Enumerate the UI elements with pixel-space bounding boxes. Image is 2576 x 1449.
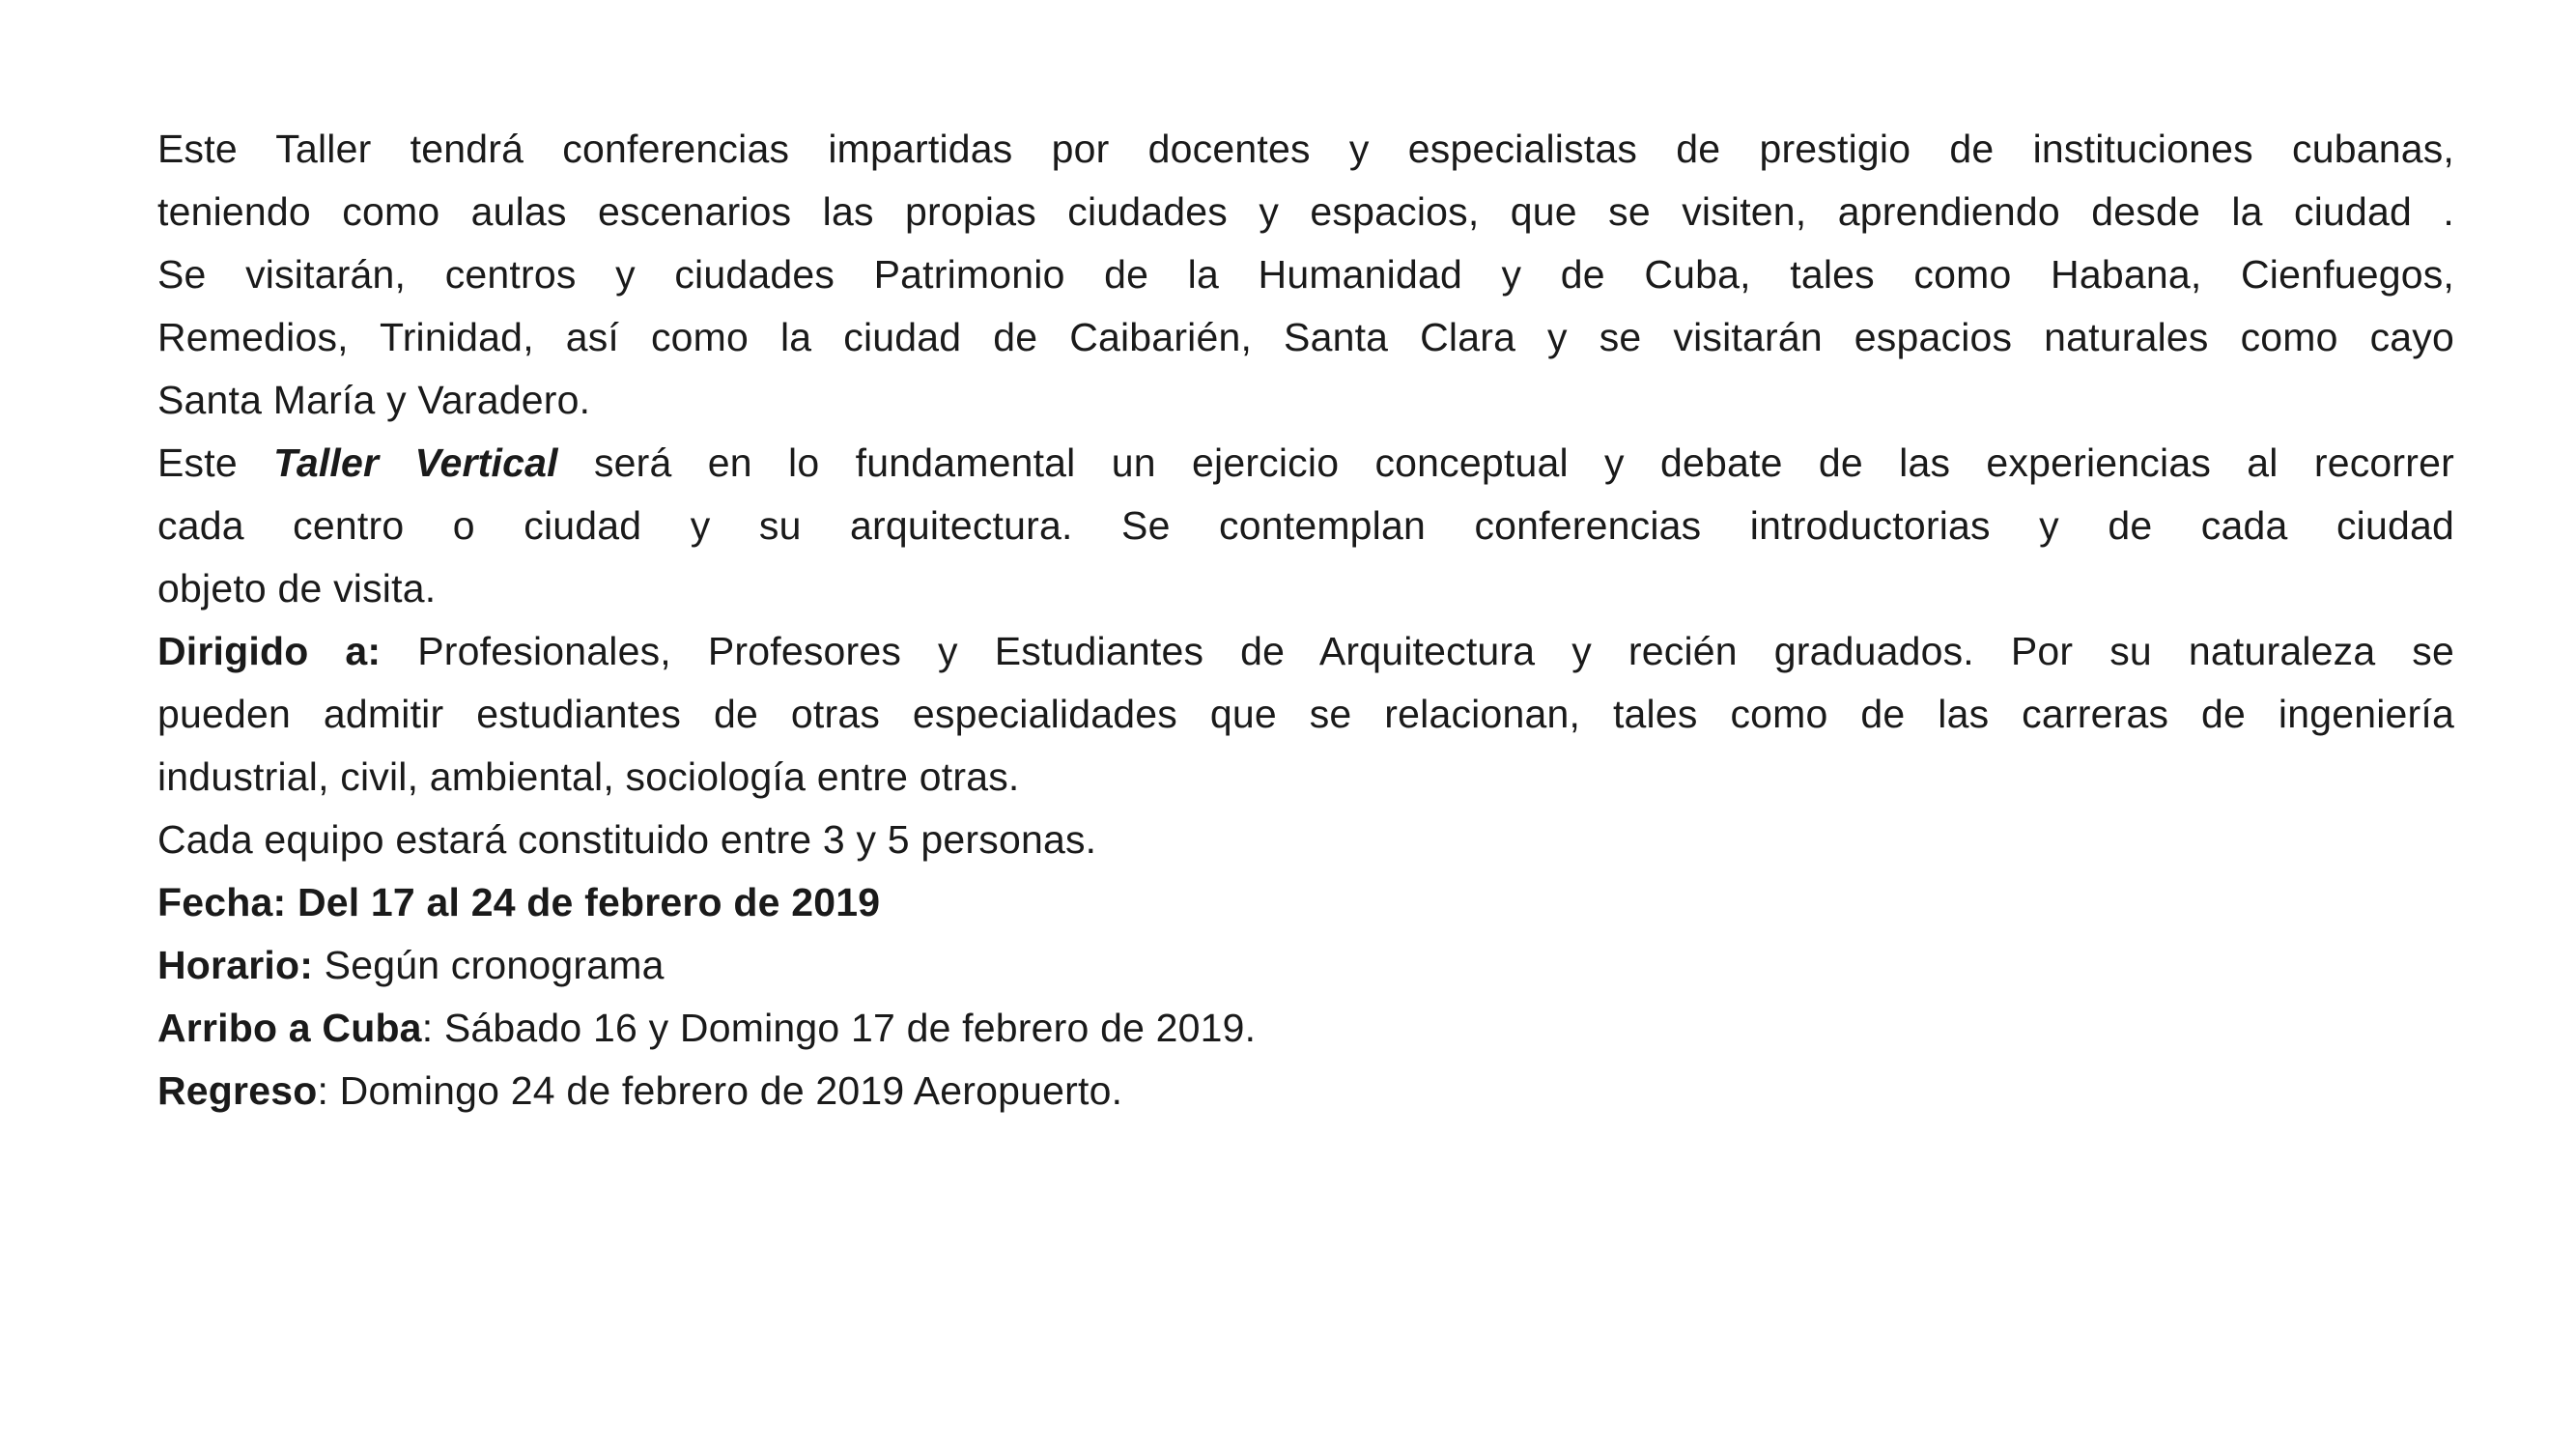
- text-segment: Según cronograma: [313, 943, 665, 987]
- text-line: [157, 181, 2454, 243]
- text-segment: cada centro o ciudad y su arquitectura. Se contemplan conferencias introductorias y de cada ciudad: [157, 503, 2454, 548]
- text-line: [157, 809, 2454, 871]
- arribo-label: Arribo a Cuba: [157, 1006, 422, 1050]
- text-line: [157, 620, 2454, 683]
- text-line: [157, 118, 2454, 181]
- text-segment: teniendo como aulas escenarios las propias ciudades y espacios, que se visiten, aprendiendo desde la ciudad .: [157, 189, 2454, 234]
- arribo-line: [157, 997, 2454, 1060]
- regreso-line: [157, 1060, 2454, 1122]
- text-line: [157, 746, 2454, 809]
- text-segment: será en lo fundamental un ejercicio conceptual y debate de las experiencias al recorrer: [557, 440, 2454, 485]
- text-segment: pueden admitir estudiantes de otras especialidades que se relacionan, tales como de las carreras de ingeniería: [157, 692, 2454, 736]
- text-line: [157, 306, 2454, 369]
- text-segment: Este Taller tendrá conferencias impartidas por docentes y especialistas de prestigio de instituciones cubanas,: [157, 127, 2454, 171]
- text-segment: Se visitarán, centros y ciudades Patrimonio de la Humanidad y de Cuba, tales como Habana, Cienfuegos,: [157, 252, 2454, 297]
- text-segment: Profesionales, Profesores y Estudiantes de Arquitectura y recién graduados. Por su naturaleza se: [381, 629, 2454, 673]
- text-segment: : Domingo 24 de febrero de 2019 Aeropuerto.: [317, 1068, 1123, 1113]
- text-segment: objeto de visita.: [157, 566, 437, 611]
- fecha-line: [157, 871, 2454, 934]
- text-line: [157, 557, 2454, 620]
- regreso-label: Regreso: [157, 1068, 318, 1113]
- fecha-label: Fecha: Del 17 al 24 de febrero de 2019: [157, 880, 881, 924]
- text-segment: Cada equipo estará constituido entre 3 y 5 personas.: [157, 817, 1097, 862]
- text-segment: Remedios, Trinidad, así como la ciudad de Caibarién, Santa Clara y se visitarán espacios naturales como cayo: [157, 315, 2454, 359]
- text-segment: industrial, civil, ambiental, sociología entre otras.: [157, 754, 1020, 799]
- text-line: [157, 495, 2454, 557]
- text-line: [157, 369, 2454, 432]
- horario-label: Horario:: [157, 943, 314, 987]
- text-line: [157, 243, 2454, 306]
- text-segment: Este: [157, 440, 274, 485]
- horario-line: [157, 934, 2454, 997]
- taller-vertical-emphasis: Taller Vertical: [273, 440, 558, 485]
- text-line: [157, 683, 2454, 746]
- document-body: [157, 118, 2454, 1122]
- text-segment: : Sábado 16 y Domingo 17 de febrero de 2019.: [421, 1006, 1257, 1050]
- text-line: [157, 432, 2454, 495]
- text-segment: Santa María y Varadero.: [157, 378, 591, 422]
- dirigido-a-label: Dirigido a:: [157, 629, 382, 673]
